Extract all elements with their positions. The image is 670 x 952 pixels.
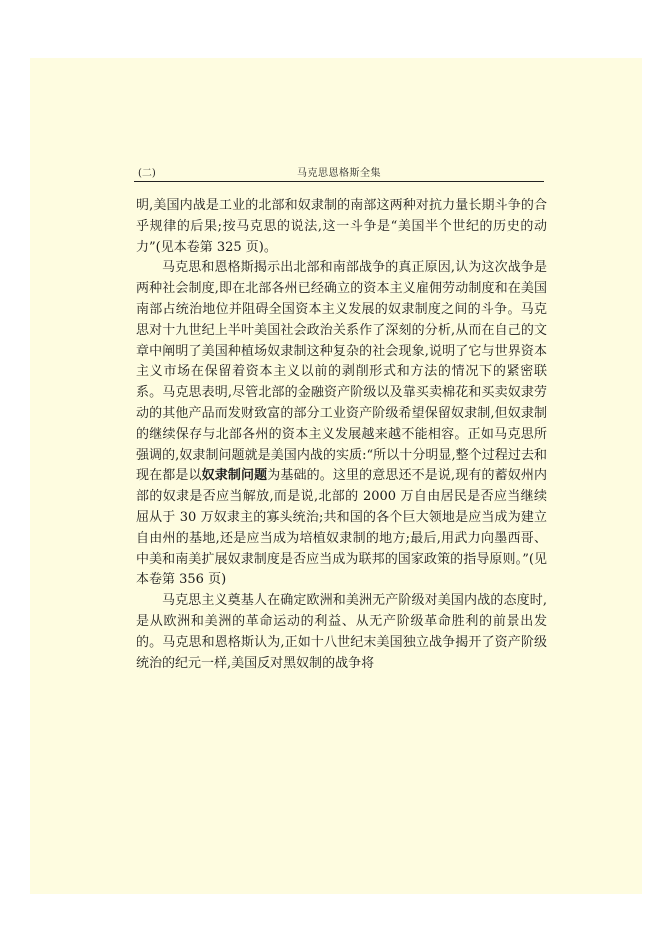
paragraph-2-after: 为基础的。这里的意思还不是说,现有的蓄奴州内部的奴隶是否应当解放,而是说,北部的 2000 万自由居民是否应当继续屈从于 30 万奴隶主的寡头统治;共和国的各个巨大领地是应当成为建立自由州的基地,还是应当成为培植奴隶制的地方;最后,用武力向墨西哥、中美和南美扩展奴隶制度是否应当成为联邦的国家政策的指导原则。”(见本卷第 356 页) [136,468,547,588]
paragraph-2-before: 马克思和恩格斯揭示出北部和南部战争的真正原因,认为这次战争是两种社会制度,即在北部各州已经确立的资本主义雇佣劳动制度和在美国南部占统治地位并阻碍全国资本主义发展的奴隶制度之间的斗争。马克思对十九世纪上半叶美国社会政治关系作了深刻的分析,从而在自己的文章中阐明了美国种植场奴隶制这种复杂的社会现象,说明了它与世界资本主义市场在保留着资本主义以前的剥削形式和方法的情况下的紧密联系。马克思表明,尽管北部的金融资产阶级以及靠买卖棉花和买卖奴隶劳动的其他产品而发财致富的部分工业资产阶级希望保留奴隶制,但奴隶制的继续保存与北部各州的资本主义发展越来越不能相容。正如马克思所强调的,奴隶制问题就是美国内战的实质:“所以十分明显,整个过程过去和现在都是以 [136,260,547,484]
running-title: 马克思恩格斯全集 [297,168,381,179]
running-header [134,161,544,182]
body-text [136,196,547,674]
paragraph-3: 马克思主义奠基人在确定欧洲和美洲无产阶级对美国内战的态度时,是从欧洲和美洲的革命运动的利益、从无产阶级革命胜利的前景出发的。马克思和恩格斯认为,正如十八世纪末美国独立战争揭开了资产阶级统治的纪元一样,美国反对黑奴制的战争将 [136,593,547,671]
paragraph-2 [136,258,547,591]
emphasis-slavery-question: 奴隶制问题 [201,468,268,484]
paragraph-1: 明,美国内战是工业的北部和奴隶制的南部这两种对抗力量长期斗争的合乎规律的后果;按马克思的说法,这一斗争是“美国半个世纪的历史的动力”(见本卷第 325 页)。 [136,198,547,255]
page-number: (二) [138,168,156,179]
